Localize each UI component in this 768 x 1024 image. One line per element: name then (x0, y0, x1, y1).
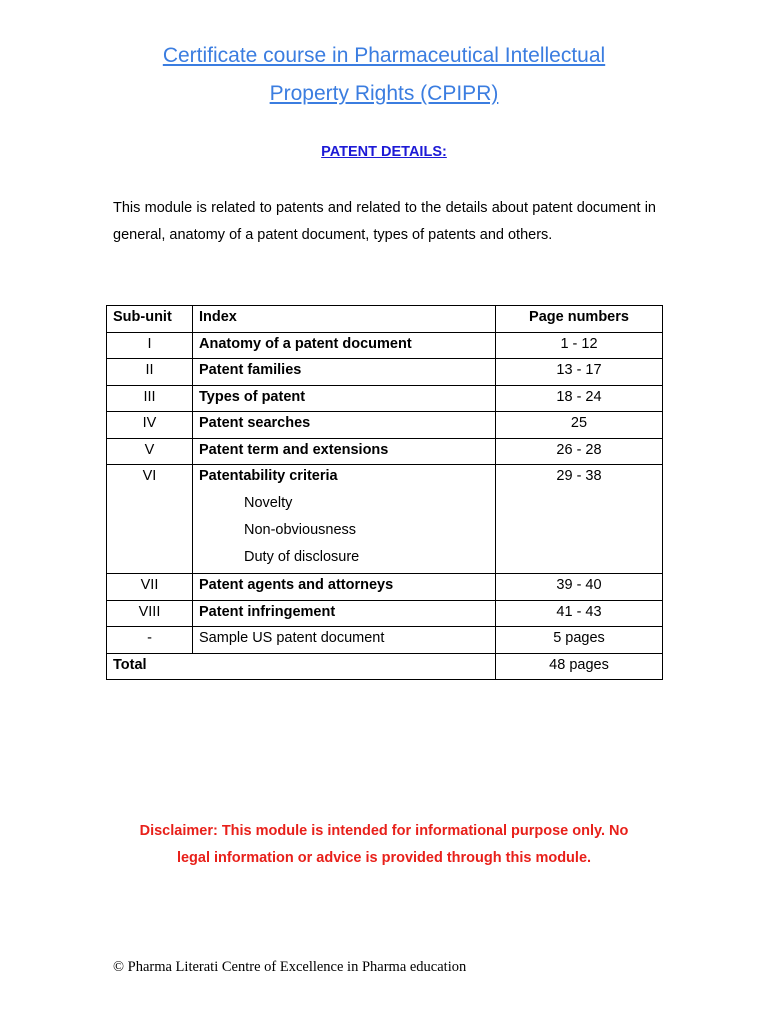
row-pages: 18 - 24 (496, 385, 663, 412)
table-row (107, 412, 663, 439)
table-row (107, 332, 663, 359)
header-page-numbers: Page numbers (496, 306, 663, 333)
disclaimer (0, 818, 768, 872)
section-heading: PATENT DETAILS: (321, 144, 447, 160)
row-index: Sample US patent document (193, 627, 496, 654)
criteria-subitem: Novelty (244, 495, 293, 511)
row-index: Patent term and extensions (193, 438, 496, 465)
row-unit: VI (107, 465, 193, 574)
row-pages: 13 - 17 (496, 359, 663, 386)
row-pages: 41 - 43 (496, 600, 663, 627)
row-unit: VIII (107, 600, 193, 627)
table-header-row (107, 306, 663, 333)
row-index: Patent infringement (193, 600, 496, 627)
table-row (107, 574, 663, 601)
table-row (107, 600, 663, 627)
row-index-cell (193, 465, 496, 574)
criteria-subitem: Duty of disclosure (244, 549, 360, 565)
row-pages: 26 - 28 (496, 438, 663, 465)
disclaimer-line2: legal information or advice is provided through this module. (176, 850, 592, 866)
course-title-line2: Property Rights (CPIPR) (269, 82, 499, 105)
table-row (107, 359, 663, 386)
row-pages: 39 - 40 (496, 574, 663, 601)
row-unit: IV (107, 412, 193, 439)
row-unit: V (107, 438, 193, 465)
row-pages: 25 (496, 412, 663, 439)
row-pages: 1 - 12 (496, 332, 663, 359)
row-index: Patent families (193, 359, 496, 386)
row-index: Patent agents and attorneys (193, 574, 496, 601)
row-index: Types of patent (193, 385, 496, 412)
table-row (107, 438, 663, 465)
row-unit: III (107, 385, 193, 412)
row-unit: - (107, 627, 193, 654)
copyright-footer: © Pharma Literati Centre of Excellence in Pharma education (113, 959, 467, 975)
total-pages: 48 pages (496, 653, 663, 680)
header-subunit: Sub-unit (107, 306, 193, 333)
row-pages: 5 pages (496, 627, 663, 654)
header-index: Index (193, 306, 496, 333)
table-row (107, 385, 663, 412)
row-index: Anatomy of a patent document (193, 332, 496, 359)
course-title-line1: Certificate course in Pharmaceutical Intellectual (162, 44, 606, 67)
disclaimer-line1: Disclaimer: This module is intended for informational purpose only. No (139, 823, 629, 839)
criteria-subitem: Non-obviousness (244, 522, 357, 538)
total-label: Total (107, 653, 496, 680)
table-total-row (107, 653, 663, 680)
row-unit: I (107, 332, 193, 359)
table-row (107, 465, 663, 574)
contents-table (106, 305, 663, 680)
row-index: Patent searches (193, 412, 496, 439)
row-index: Patentability criteria (199, 468, 338, 484)
row-unit: II (107, 359, 193, 386)
intro-paragraph: This module is related to patents and related to the details about patent document in general, anatomy of a patent document, types of patents and others. (113, 200, 656, 243)
table-row (107, 627, 663, 654)
row-pages: 29 - 38 (496, 465, 663, 574)
row-unit: VII (107, 574, 193, 601)
